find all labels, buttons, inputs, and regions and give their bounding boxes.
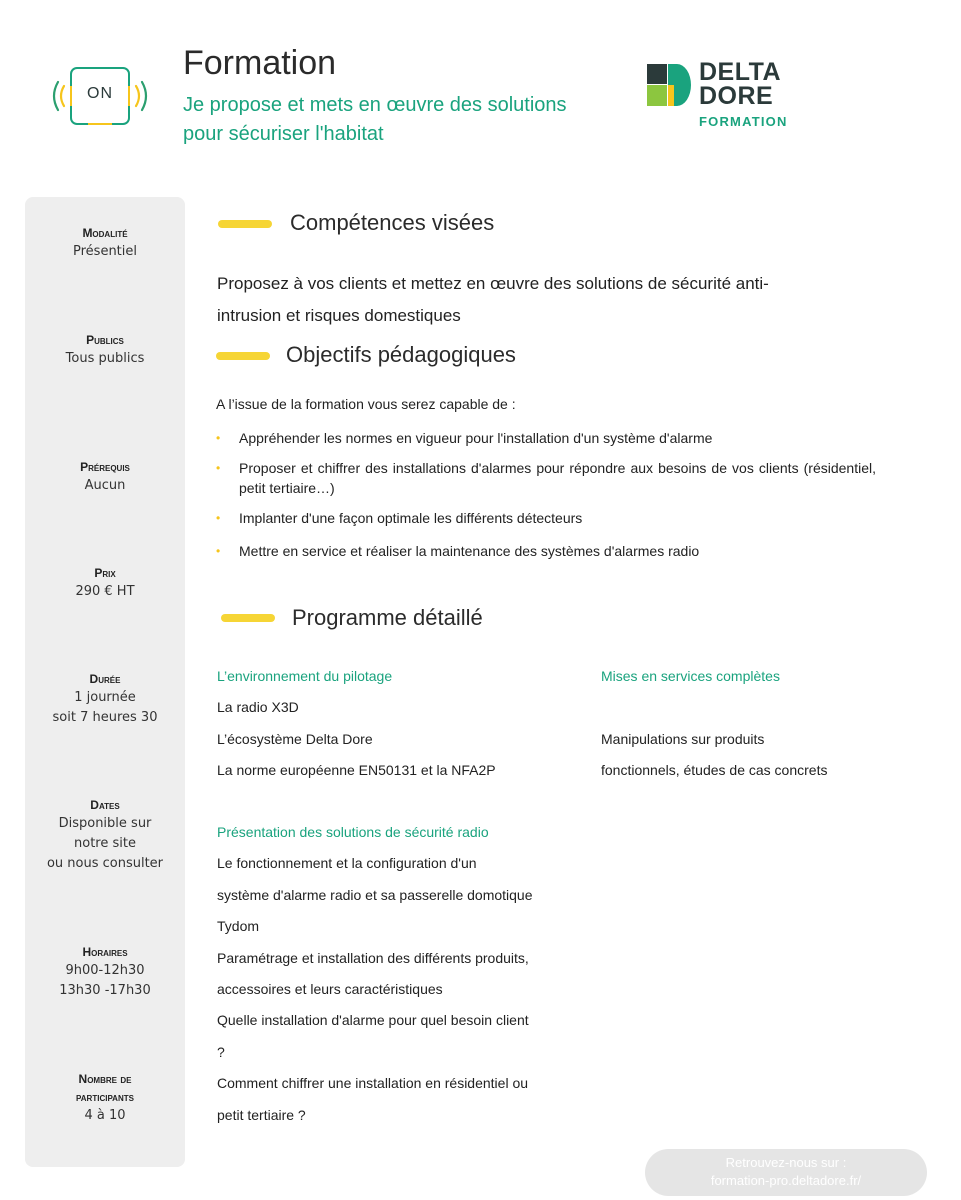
participants-label: Nombre de [78, 1072, 132, 1086]
dates-value: ou nous consulter [46, 856, 164, 871]
duree-block [25, 670, 185, 728]
on-badge-text: ON [87, 85, 113, 102]
programme-line: système d'alarme radio et sa passerelle domotique [217, 886, 533, 903]
programme-heading: Programme détaillé [292, 605, 483, 630]
list-item: • Implanter d'une façon optimale les différents détecteurs [216, 508, 876, 528]
programme-line: accessoires et leurs caractéristiques [217, 980, 443, 997]
participants-label: participants [76, 1090, 134, 1104]
modalite-label: Modalité [82, 226, 128, 240]
section-bar-decoration [218, 220, 272, 228]
prerequis-label: Prérequis [80, 460, 130, 474]
programme-section-title: Mises en services complètes [601, 668, 780, 684]
participants-value: 4 à 10 [84, 1108, 126, 1123]
prix-label: Prix [94, 566, 116, 580]
programme-section-title: Présentation des solutions de sécurité radio [217, 824, 489, 840]
dates-block [25, 796, 185, 874]
logo-brand: DELTA DORE [699, 58, 782, 110]
duree-value: 1 journée [74, 690, 136, 705]
programme-left-col-2 [217, 817, 533, 1131]
objectifs-heading: Objectifs pédagogiques [286, 342, 516, 367]
prix-value: 290 € HT [75, 584, 135, 599]
logo-formation: FORMATION [699, 114, 788, 129]
programme-line: Le fonctionnement et la configuration d'un [217, 855, 477, 872]
programme-line: Tydom [217, 918, 260, 935]
info-sidebar [25, 197, 185, 1167]
dates-label: Dates [90, 798, 120, 812]
delta-dore-logo-icon [647, 64, 691, 106]
competences-text: Proposez à vos clients et mettez en œuvre des solutions de sécurité anti- intrusion et risques domestiques [217, 274, 769, 325]
horaires-block [25, 943, 185, 1001]
list-item: • Appréhender les normes en vigueur pour l'installation d'un système d'alarme [216, 428, 876, 448]
horaires-value: 13h30 -17h30 [59, 983, 151, 998]
section-bar-decoration [221, 614, 275, 622]
prerequis-value: Aucun [84, 478, 126, 493]
programme-line: Comment chiffrer une installation en résidentiel ou [217, 1075, 529, 1092]
programme-line: La norme européenne EN50131 et la NFA2P [217, 762, 496, 779]
prix-block [25, 564, 185, 602]
dates-value: Disponible sur [58, 816, 152, 831]
website-link[interactable]: Retrouvez-nous sur : formation-pro.deltadore.fr/ [645, 1149, 927, 1196]
programme-left-col [217, 661, 496, 787]
programme-right-col [601, 661, 827, 787]
programme-line: Quelle installation d'alarme pour quel besoin client [217, 1012, 529, 1029]
programme-line: Paramétrage et installation des différents produits, [217, 949, 529, 966]
modalite-block [25, 224, 185, 262]
prerequis-block [25, 458, 185, 496]
duree-value: soit 7 heures 30 [52, 710, 158, 725]
programme-line: L’écosystème Delta Dore [217, 730, 373, 747]
page-subtitle: Je propose et mets en œuvre des solutions pour sécuriser l'habitat [183, 94, 567, 145]
competences-heading: Compétences visées [290, 210, 495, 235]
participants-block [25, 1070, 185, 1126]
publics-value: Tous publics [65, 351, 145, 366]
list-item: • Proposer et chiffrer des installations d'alarmes pour répondre aux besoins de vos clients (résidentiel, petit tertiaire…) [216, 458, 876, 498]
programme-line: Manipulations sur produits [601, 730, 765, 747]
programme-line: La radio X3D [217, 699, 299, 716]
programme-line: fonctionnels, études de cas concrets [601, 762, 828, 779]
publics-label: Publics [86, 333, 124, 347]
duree-label: Durée [89, 672, 121, 686]
objectifs-list [216, 428, 876, 561]
page-title: Formation [183, 44, 337, 82]
publics-block [25, 331, 185, 369]
modalite-value: Présentiel [73, 244, 137, 259]
programme-line: petit tertiaire ? [217, 1106, 306, 1123]
horaires-label: Horaires [82, 945, 128, 959]
list-item: • Mettre en service et réaliser la maintenance des systèmes d'alarmes radio [216, 541, 876, 561]
programme-section-title: L’environnement du pilotage [217, 668, 393, 684]
objectifs-lead: A l’issue de la formation vous serez capable de : [216, 396, 516, 412]
horaires-value: 9h00-12h30 [65, 963, 145, 978]
programme-line: ? [217, 1043, 225, 1060]
dates-value: notre site [74, 836, 136, 851]
section-bar-decoration [216, 352, 270, 360]
